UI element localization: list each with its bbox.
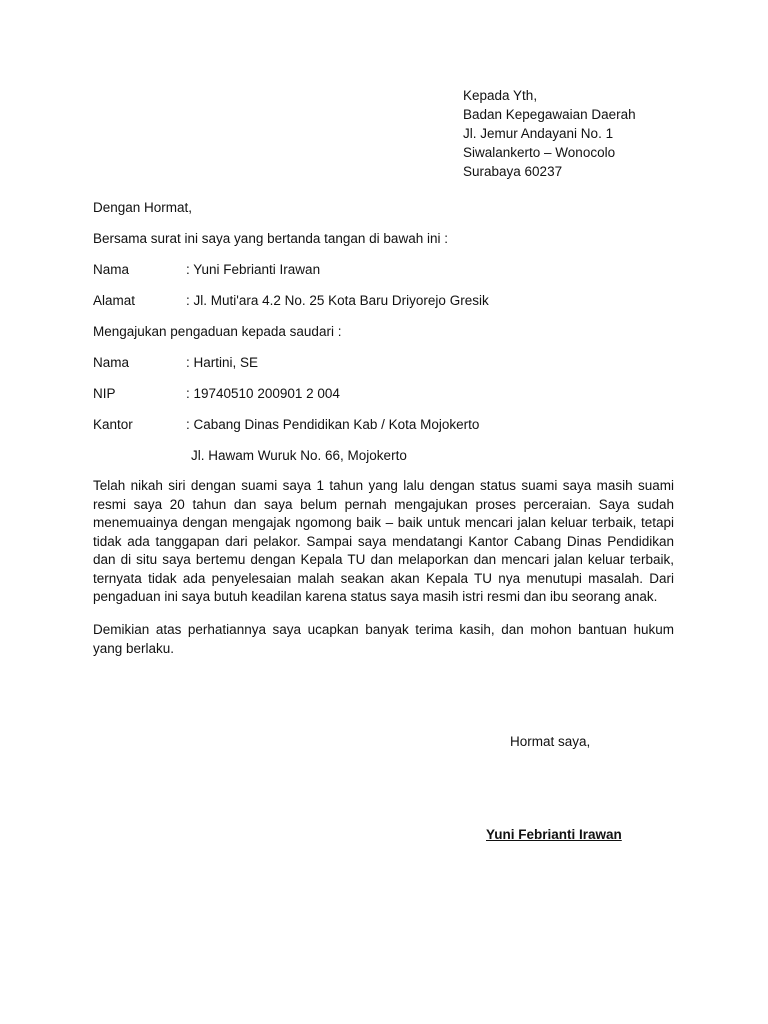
recipient-line-3: Jl. Jemur Andayani No. 1 [463, 126, 614, 141]
subject-office-row [93, 417, 479, 432]
subject-nip-label: NIP [93, 386, 116, 401]
subject-office-value: : Cabang Dinas Pendidikan Kab / Kota Mojokerto [186, 417, 480, 432]
signature-name: Yuni Febrianti Irawan [486, 827, 622, 842]
complaint-intro-text: Mengajukan pengaduan kepada saudari : [93, 324, 342, 339]
recipient-line-2: Badan Kepegawaian Daerah [463, 107, 636, 122]
sender-name-label: Nama [93, 262, 130, 277]
subject-nip-value: : 19740510 200901 2 004 [186, 386, 340, 401]
subject-name-label: Nama [93, 355, 130, 370]
subject-office-address: Jl. Hawam Wuruk No. 66, Mojokerto [191, 448, 407, 463]
closing-salutation: Hormat saya, [510, 734, 591, 749]
sender-name-value: : Yuni Febrianti Irawan [186, 262, 321, 277]
subject-name-value: : Hartini, SE [186, 355, 259, 370]
sender-address-row [93, 293, 489, 308]
subject-office-label: Kantor [93, 417, 133, 432]
recipient-line-5: Surabaya 60237 [463, 164, 563, 179]
subject-name-row [93, 355, 258, 370]
closing-paragraph: Demikian atas perhatiannya saya ucapkan banyak terima kasih, dan mohon bantuan hukum yang berlaku. [93, 622, 674, 656]
body-paragraph: Telah nikah siri dengan suami saya 1 tahun yang lalu dengan status suami saya masih suami resmi saya 20 tahun dan saya belum pernah mengajukan proses perceraian. Saya sudah menemuainya dengan mengajak ngomong baik – baik untuk mencari jalan keluar terbaik, tetapi tidak ada tanggapan dari pelakor. Sampai saya mendatangi Kantor Cabang Dinas Pendidikan dan di situ saya bertemu dengan Kepala TU dan melaporkan dan mencari jalan keluar terbaik, ternyata tidak ada penyelesaian malah seakan akan Kepala TU nya menutupi masalah. Dari pengaduan ini saya butuh keadilan karena status saya masih istri resmi dan ibu seorang anak. [93, 478, 674, 604]
sender-address-label: Alamat [93, 293, 136, 308]
sender-name-row [93, 262, 320, 277]
greeting: Dengan Hormat, [93, 200, 193, 215]
intro-text: Bersama surat ini saya yang bertanda tangan di bawah ini : [93, 231, 448, 246]
subject-nip-row [93, 386, 340, 401]
recipient-line-1: Kepada Yth, [463, 88, 538, 103]
recipient-address-block [463, 86, 636, 181]
sender-address-value: : Jl. Muti'ara 4.2 No. 25 Kota Baru Driyorejo Gresik [186, 293, 489, 308]
recipient-line-4: Siwalankerto – Wonocolo [463, 145, 616, 160]
